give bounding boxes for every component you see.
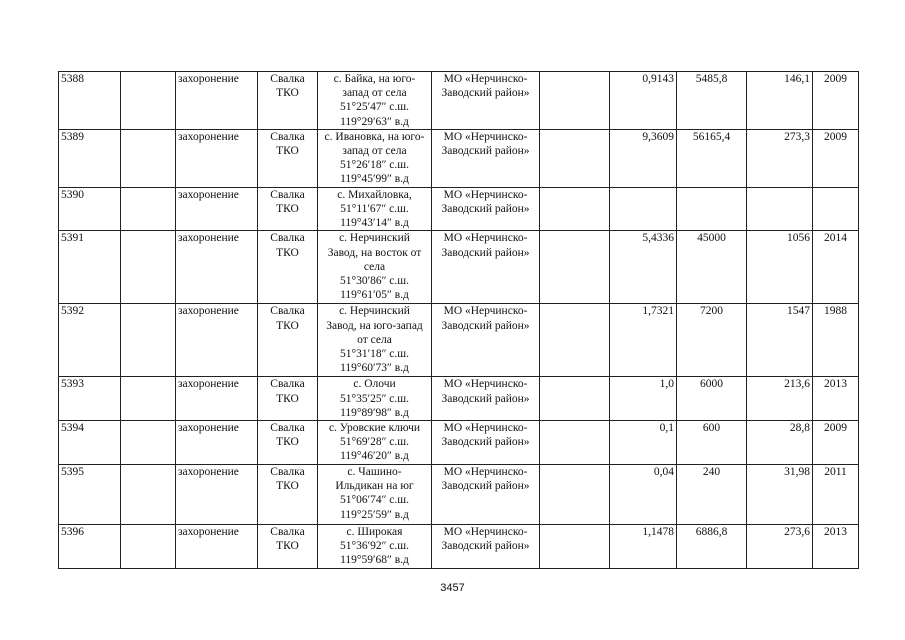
year-cell: 2009: [813, 129, 859, 187]
operation-type-cell: захоронение: [176, 129, 258, 187]
page-number: 3457: [440, 582, 465, 594]
location-cell: [318, 304, 432, 377]
mass-cell: 1056: [747, 231, 813, 304]
location-cell-line: 51°35′25″ с.ш.: [340, 392, 409, 405]
location-cell-line: 51°69′28″ с.ш.: [340, 436, 409, 449]
operation-type-cell: захоронение: [176, 377, 258, 421]
year-cell: 2009: [813, 72, 859, 130]
object-type-cell-line: ТКО: [276, 246, 299, 259]
municipality-cell-line: Заводский район»: [441, 392, 530, 405]
empty-cell: [121, 421, 176, 465]
volume-cell: 5485,8: [677, 72, 747, 130]
municipality-cell-line: Заводский район»: [441, 145, 530, 158]
volume-cell: [677, 187, 747, 231]
volume-cell: 6886,8: [677, 525, 747, 569]
municipality-cell-line: Заводский район»: [441, 436, 530, 449]
area-cell: 5,4336: [610, 231, 677, 304]
municipality-cell: [432, 231, 540, 304]
year-cell: 2009: [813, 421, 859, 465]
location-cell-line: с. Нерчинский: [339, 232, 410, 245]
year-cell: 2014: [813, 231, 859, 304]
location-cell-line: 119°45′99″ в.д: [340, 173, 409, 186]
location-cell-line: 119°60′73″ в.д: [340, 362, 409, 375]
row-number-cell: 5393: [59, 377, 121, 421]
mass-cell: 1547: [747, 304, 813, 377]
object-type-cell-line: Свалка: [270, 422, 305, 435]
year-cell: 1988: [813, 304, 859, 377]
row-number-cell: 5391: [59, 231, 121, 304]
object-type-cell-line: ТКО: [276, 392, 299, 405]
year-cell: 2013: [813, 377, 859, 421]
object-type-cell: [258, 525, 318, 569]
empty-cell: [121, 525, 176, 569]
location-cell: [318, 465, 432, 525]
location-cell: [318, 421, 432, 465]
location-cell: [318, 377, 432, 421]
table-row: [59, 129, 859, 187]
empty-cell: [121, 377, 176, 421]
object-type-cell-line: ТКО: [276, 203, 299, 216]
mass-cell: [747, 187, 813, 231]
location-cell: [318, 72, 432, 130]
row-number-cell: 5394: [59, 421, 121, 465]
area-cell: 1,1478: [610, 525, 677, 569]
location-cell-line: 51°26′18″ с.ш.: [340, 159, 409, 172]
location-cell-line: Ильдикан на юг: [335, 480, 414, 493]
municipality-cell-line: МО «Нерчинско-: [443, 526, 528, 539]
location-cell: [318, 231, 432, 304]
volume-cell: 56165,4: [677, 129, 747, 187]
location-cell-line: запад от села: [342, 145, 407, 158]
table-row: [59, 231, 859, 304]
table-row: [59, 465, 859, 525]
object-type-cell-line: Свалка: [270, 378, 305, 391]
location-cell-line: 51°31′18″ с.ш.: [340, 348, 409, 361]
municipality-cell: [432, 465, 540, 525]
location-cell-line: Завод, на восток от: [327, 246, 422, 259]
municipality-cell: [432, 421, 540, 465]
municipality-cell-line: Заводский район»: [441, 480, 530, 493]
municipality-cell-line: Заводский район»: [441, 246, 530, 259]
operation-type-cell: захоронение: [176, 421, 258, 465]
object-type-cell-line: Свалка: [270, 188, 305, 201]
row-number-cell: 5390: [59, 187, 121, 231]
municipality-cell-line: МО «Нерчинско-: [443, 130, 528, 143]
municipality-cell-line: МО «Нерчинско-: [443, 232, 528, 245]
operation-type-cell: захоронение: [176, 304, 258, 377]
operation-type-cell: захоронение: [176, 525, 258, 569]
location-cell-line: 119°43′14″ в.д: [340, 217, 409, 230]
object-type-cell-line: Свалка: [270, 73, 305, 85]
table-row: [59, 72, 859, 130]
mass-cell: 273,3: [747, 129, 813, 187]
municipality-cell-line: Заводский район»: [441, 319, 530, 332]
location-cell-line: 51°30′86″ с.ш.: [340, 275, 409, 288]
object-type-cell-line: ТКО: [276, 87, 299, 100]
object-type-cell: [258, 304, 318, 377]
empty-cell: [540, 231, 610, 304]
operation-type-cell: захоронение: [176, 465, 258, 525]
object-type-cell-line: ТКО: [276, 436, 299, 449]
location-cell-line: 119°61′05″ в.д: [340, 289, 409, 302]
municipality-cell-line: МО «Нерчинско-: [443, 466, 528, 479]
municipality-cell-line: Заводский район»: [441, 203, 530, 216]
location-cell-line: села: [363, 260, 386, 273]
volume-cell: 45000: [677, 231, 747, 304]
municipality-cell: [432, 187, 540, 231]
area-cell: 0,9143: [610, 72, 677, 130]
object-type-cell-line: Свалка: [270, 526, 305, 539]
empty-cell: [121, 465, 176, 525]
mass-cell: 273,6: [747, 525, 813, 569]
location-cell-line: 119°89′98″ в.д: [340, 406, 409, 419]
operation-type-cell: захоронение: [176, 187, 258, 231]
municipality-cell-line: МО «Нерчинско-: [443, 73, 528, 85]
location-cell-line: с. Олочи: [353, 378, 396, 391]
location-cell-line: с. Нерчинский: [339, 305, 410, 318]
empty-cell: [540, 72, 610, 130]
mass-cell: 146,1: [747, 72, 813, 130]
location-cell-line: 51°36′92″ с.ш.: [340, 540, 409, 553]
object-type-cell-line: Свалка: [270, 232, 305, 245]
empty-cell: [540, 465, 610, 525]
municipality-cell-line: МО «Нерчинско-: [443, 188, 528, 201]
table-row: [59, 304, 859, 377]
empty-cell: [540, 129, 610, 187]
location-cell-line: с. Михайловка,: [337, 188, 412, 201]
object-type-cell: [258, 377, 318, 421]
municipality-cell: [432, 304, 540, 377]
volume-cell: 6000: [677, 377, 747, 421]
location-cell: [318, 187, 432, 231]
row-number-cell: 5389: [59, 129, 121, 187]
area-cell: 0,04: [610, 465, 677, 525]
object-type-cell-line: ТКО: [276, 145, 299, 158]
area-cell: 0,1: [610, 421, 677, 465]
municipality-cell-line: МО «Нерчинско-: [443, 422, 528, 435]
municipality-cell: [432, 377, 540, 421]
location-cell-line: Завод, на юго-запад: [326, 319, 423, 332]
location-cell-line: 51°25′47″ с.ш.: [340, 101, 409, 114]
empty-cell: [121, 231, 176, 304]
volume-cell: 600: [677, 421, 747, 465]
object-type-cell: [258, 187, 318, 231]
empty-cell: [121, 187, 176, 231]
object-type-cell: [258, 465, 318, 525]
municipality-cell-line: Заводский район»: [441, 540, 530, 553]
object-type-cell-line: ТКО: [276, 540, 299, 553]
mass-cell: 28,8: [747, 421, 813, 465]
area-cell: 9,3609: [610, 129, 677, 187]
object-type-cell: [258, 231, 318, 304]
location-cell-line: с. Байка, на юго-: [333, 73, 416, 85]
empty-cell: [540, 377, 610, 421]
mass-cell: 213,6: [747, 377, 813, 421]
location-cell: [318, 525, 432, 569]
location-cell-line: 51°06′74″ с.ш.: [340, 494, 409, 507]
empty-cell: [121, 72, 176, 130]
registry-table: [58, 71, 859, 569]
table-row: [59, 525, 859, 569]
area-cell: [610, 187, 677, 231]
location-cell-line: 51°11′67″ с.ш.: [340, 203, 409, 216]
year-cell: 2013: [813, 525, 859, 569]
empty-cell: [121, 304, 176, 377]
location-cell-line: 119°46′20″ в.д: [340, 450, 409, 463]
location-cell-line: запад от села: [342, 87, 407, 100]
row-number-cell: 5388: [59, 72, 121, 130]
row-number-cell: 5396: [59, 525, 121, 569]
location-cell-line: с. Ивановка, на юго-: [324, 130, 425, 143]
operation-type-cell: захоронение: [176, 72, 258, 130]
volume-cell: 7200: [677, 304, 747, 377]
operation-type-cell: захоронение: [176, 231, 258, 304]
location-cell-line: 119°59′68″ в.д: [340, 554, 409, 567]
table-row: [59, 421, 859, 465]
location-cell-line: с. Чашино-: [347, 466, 402, 479]
location-cell-line: от села: [357, 333, 392, 346]
table-row: [59, 377, 859, 421]
object-type-cell: [258, 72, 318, 130]
empty-cell: [540, 187, 610, 231]
location-cell-line: 119°29′63″ в.д: [340, 115, 409, 128]
row-number-cell: 5395: [59, 465, 121, 525]
object-type-cell-line: Свалка: [270, 466, 305, 479]
year-cell: [813, 187, 859, 231]
location-cell-line: 119°25′59″ в.д: [340, 508, 409, 521]
object-type-cell-line: Свалка: [270, 130, 305, 143]
year-cell: 2011: [813, 465, 859, 525]
municipality-cell: [432, 129, 540, 187]
empty-cell: [540, 421, 610, 465]
location-cell: [318, 129, 432, 187]
object-type-cell: [258, 129, 318, 187]
empty-cell: [540, 304, 610, 377]
municipality-cell: [432, 525, 540, 569]
object-type-cell: [258, 421, 318, 465]
table-body: [59, 72, 859, 569]
mass-cell: 31,98: [747, 465, 813, 525]
municipality-cell: [432, 72, 540, 130]
location-cell-line: с. Уровские ключи: [328, 422, 421, 435]
object-type-cell-line: ТКО: [276, 480, 299, 493]
empty-cell: [121, 129, 176, 187]
empty-cell: [540, 525, 610, 569]
municipality-cell-line: МО «Нерчинско-: [443, 378, 528, 391]
municipality-cell-line: МО «Нерчинско-: [443, 305, 528, 318]
table-row: [59, 187, 859, 231]
row-number-cell: 5392: [59, 304, 121, 377]
area-cell: 1,7321: [610, 304, 677, 377]
object-type-cell-line: ТКО: [276, 319, 299, 332]
object-type-cell-line: Свалка: [270, 305, 305, 318]
area-cell: 1,0: [610, 377, 677, 421]
location-cell-line: с. Широкая: [346, 526, 403, 539]
municipality-cell-line: Заводский район»: [441, 87, 530, 100]
volume-cell: 240: [677, 465, 747, 525]
